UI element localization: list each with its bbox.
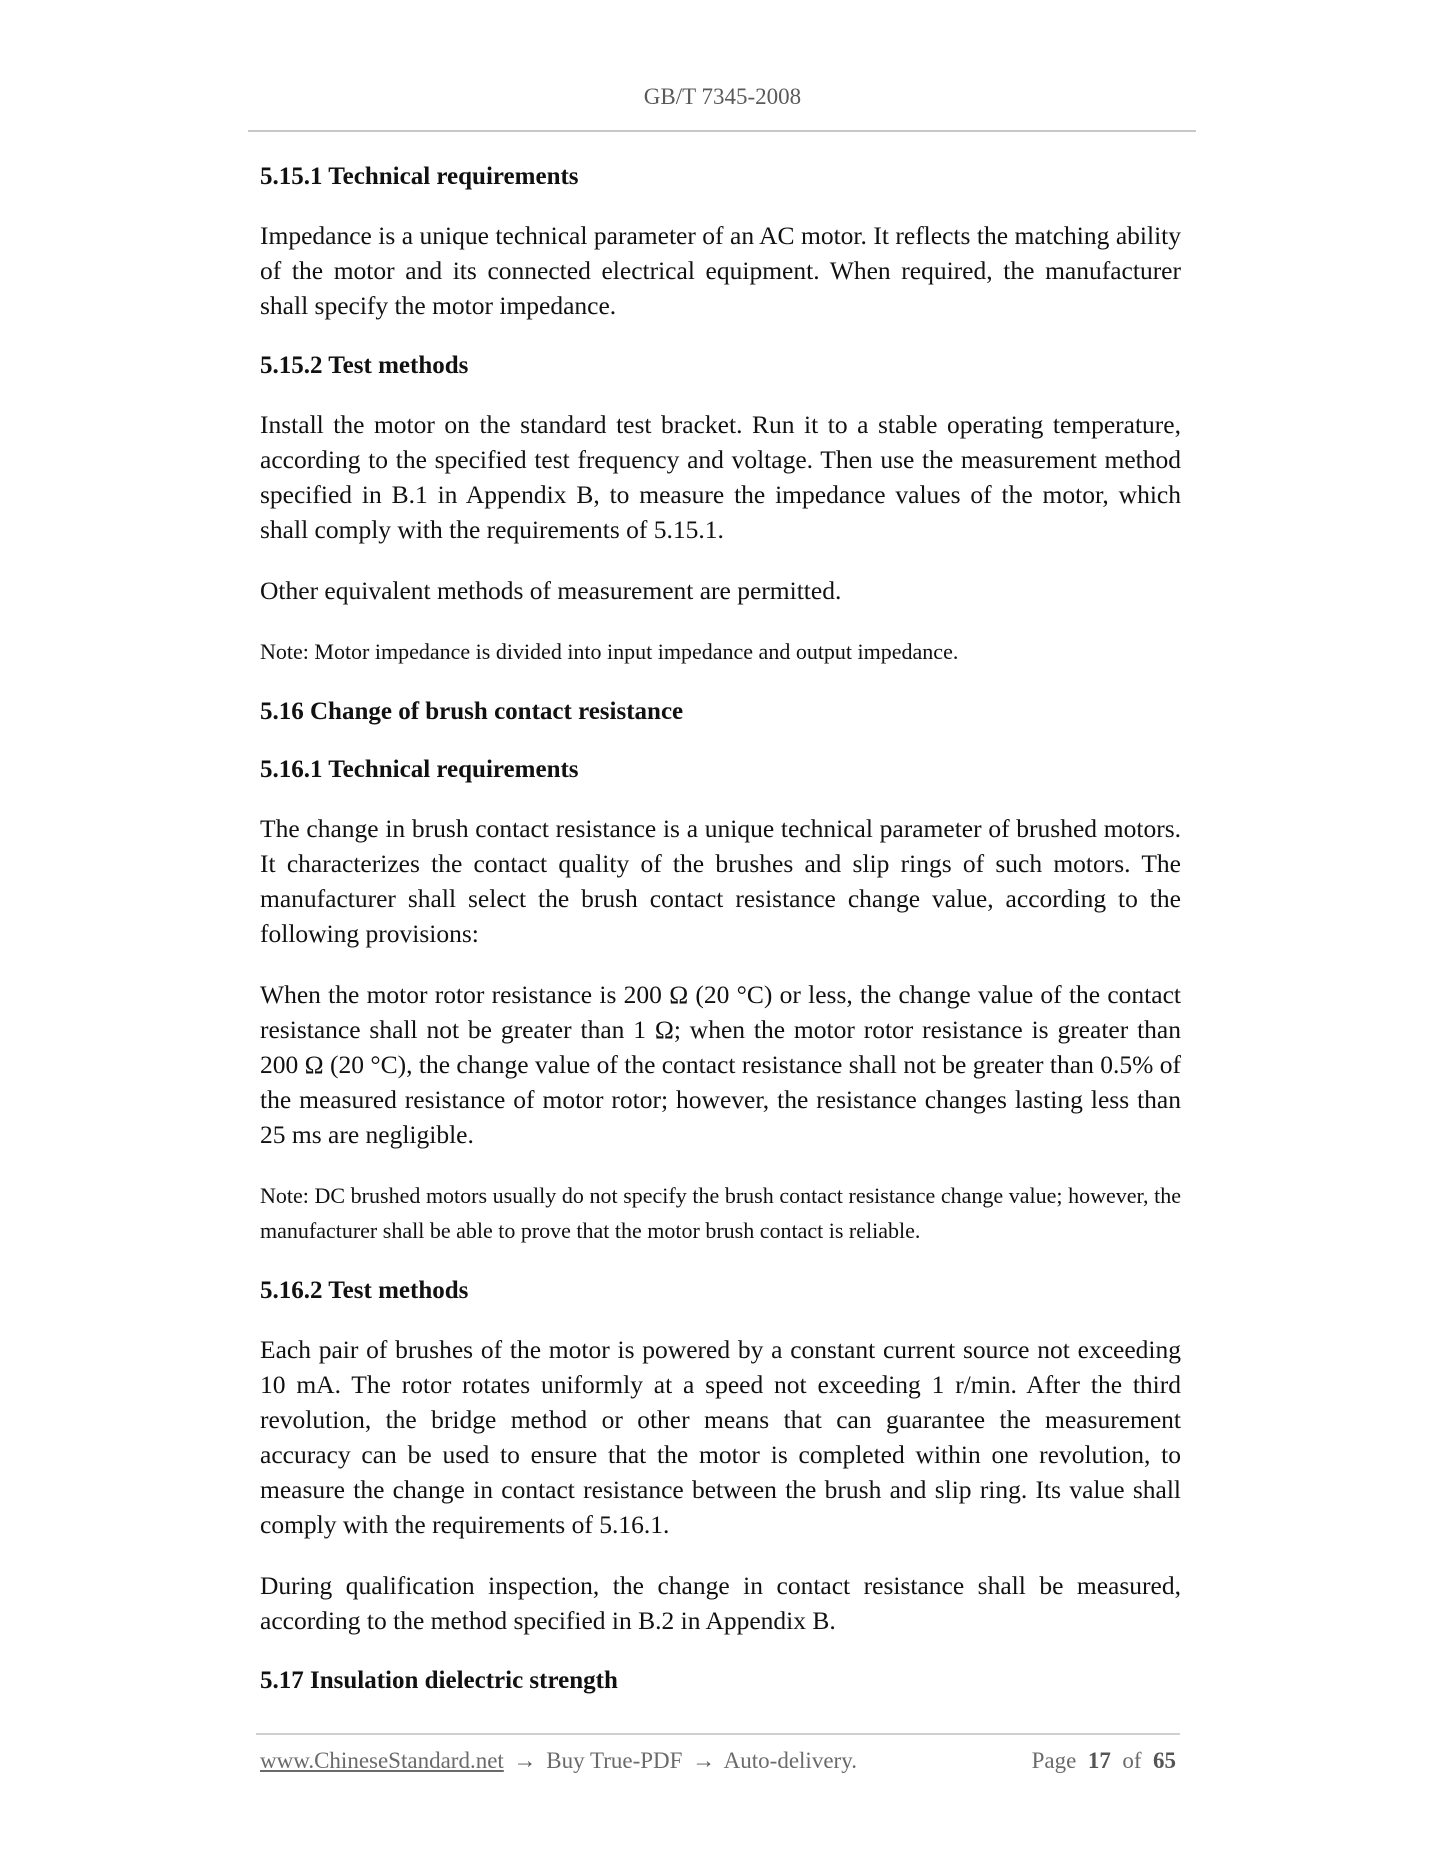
site-link[interactable]: www.ChineseStandard.net (260, 1748, 504, 1773)
buy-true-pdf-text: Buy True-PDF (546, 1748, 683, 1773)
para-brush-definition: The change in brush contact resistance is a unique technical parameter of brushed motors. It characterizes the contact quality of the brushes and slip rings of such motors. The manufacturer shall select the brush contact resistance change value, according to the following provisions: (260, 814, 1181, 948)
page-number (1032, 1748, 1176, 1774)
header-divider (248, 130, 1196, 132)
heading-5-15-2: 5.15.2 Test methods (260, 352, 469, 379)
header-standard-code: GB/T 7345-2008 (643, 84, 802, 109)
para-qualification: During qualification inspection, the change in contact resistance shall be measured, according to the method specified in B.2 in Appendix B. (260, 1571, 1181, 1635)
arrow-right-icon: → (513, 1748, 537, 1773)
heading-5-16-1: 5.16.1 Technical requirements (260, 756, 579, 783)
arrow-right-icon: → (692, 1748, 716, 1773)
page-word: Page (1031, 1748, 1077, 1773)
auto-delivery-text: Auto-delivery. (723, 1748, 857, 1773)
para-impedance-test: Install the motor on the standard test bracket. Run it to a stable operating temperature, according to the specified test frequency and voltage. Then use the measurement method specified in B.1 in Appendix B, to measure the impedance values of the motor, which shall comply with the requirements of 5.15.1. (260, 410, 1181, 544)
para-brush-limits: When the motor rotor resistance is 200 Ω (20 °C) or less, the change value of the contact resistance shall not be greater than 1 Ω; when the motor rotor resistance is greater than 200 Ω (20 °C), the change value of the contact resistance shall not be greater than 0.5% of the measured resistance of motor rotor; however, the resistance changes lasting less than 25 ms are negligible. (260, 980, 1181, 1149)
page-content (260, 160, 1181, 1722)
heading-5-17: 5.17 Insulation dielectric strength (260, 1667, 618, 1694)
note-impedance: Note: Motor impedance is divided into input impedance and output impedance. (260, 639, 959, 664)
para-equivalent-methods: Other equivalent methods of measurement are permitted. (260, 576, 842, 605)
footer-promo (260, 1748, 857, 1774)
para-brush-test: Each pair of brushes of the motor is powered by a constant current source not exceeding 10 mA. The rotor rotates uniformly at a speed not exceeding 1 r/min. After the third revolution, the bridge method or other means that can guarantee the measurement accuracy can be used to ensure that the motor is completed within one revolution, to measure the change in contact resistance between the brush and slip ring. Its value shall comply with the requirements of 5.16.1. (260, 1335, 1181, 1539)
heading-5-15-1: 5.15.1 Technical requirements (260, 163, 579, 190)
page-total: 65 (1153, 1748, 1176, 1773)
of-word: of (1122, 1748, 1142, 1773)
footer-divider (256, 1733, 1180, 1735)
note-dc-brushed: Note: DC brushed motors usually do not specify the brush contact resistance change value; however, the manufacturer shall be able to prove that the motor brush contact is reliable. (260, 1183, 1181, 1243)
page-current: 17 (1087, 1748, 1111, 1773)
heading-5-16: 5.16 Change of brush contact resistance (260, 698, 684, 725)
heading-5-16-2: 5.16.2 Test methods (260, 1277, 469, 1304)
para-impedance-definition: Impedance is a unique technical parameter of an AC motor. It reflects the matching ability of the motor and its connected electrical equipment. When required, the manufacturer shall specify the motor impedance. (260, 221, 1181, 320)
